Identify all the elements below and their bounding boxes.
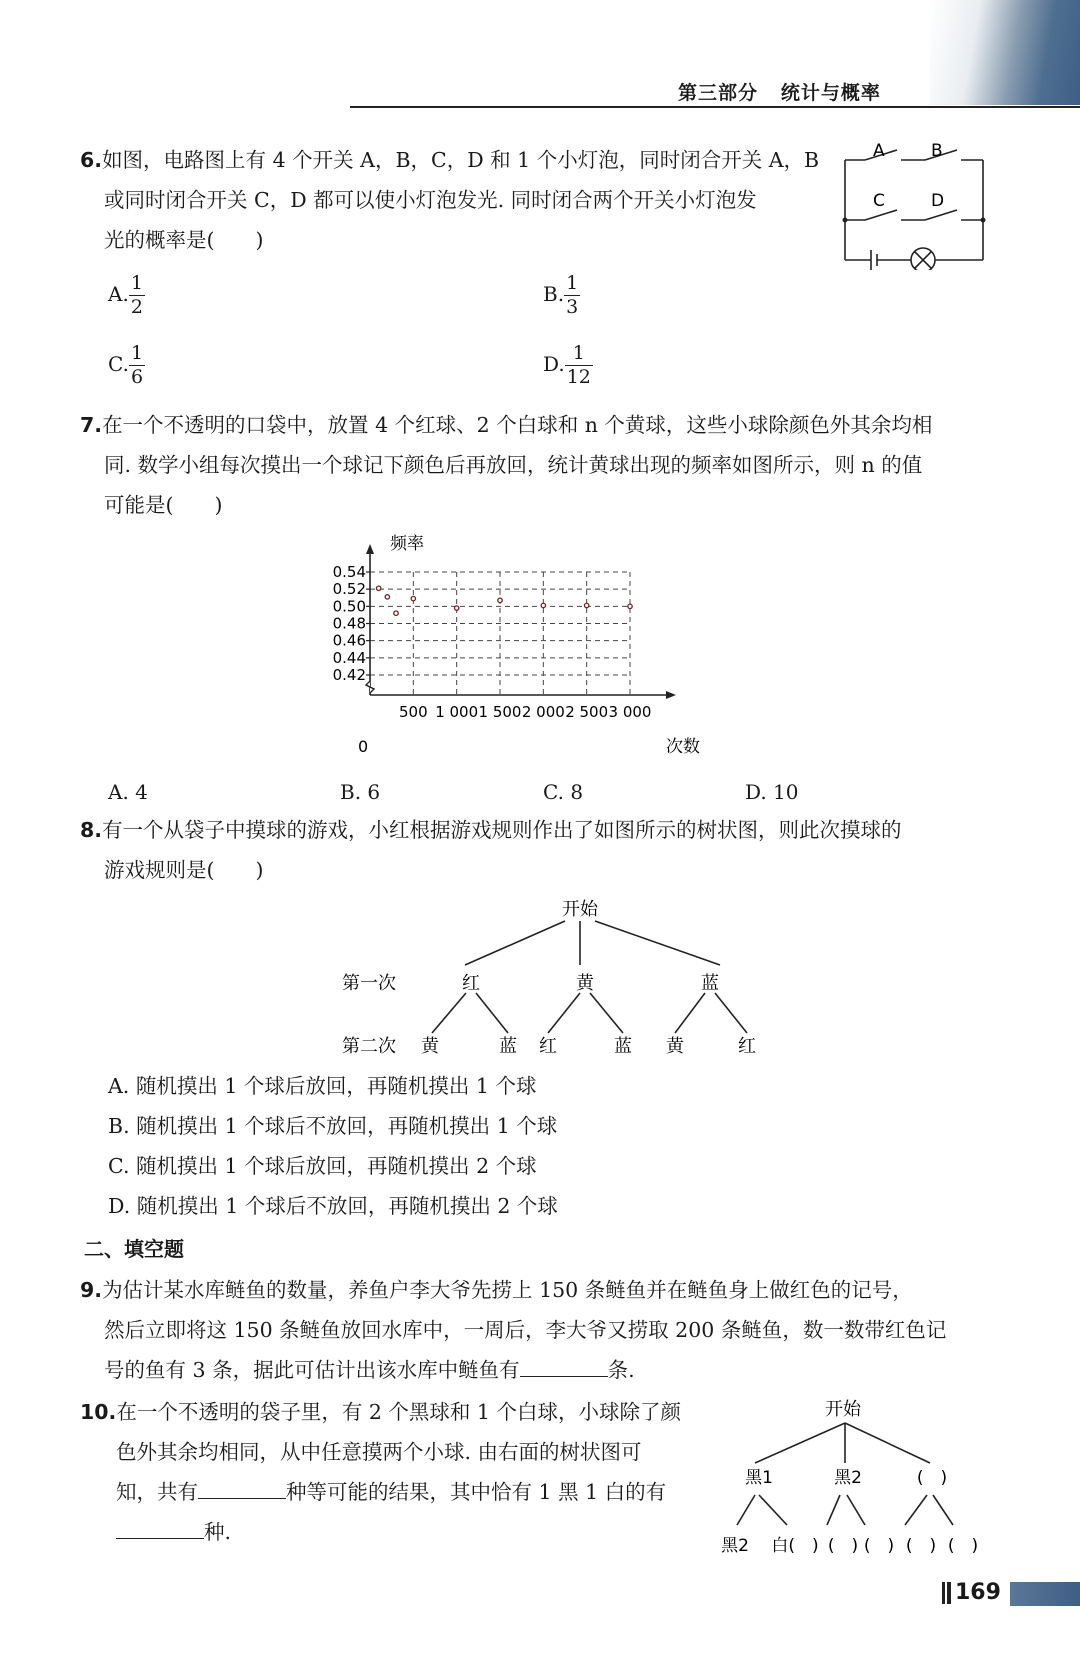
- q8-options: [108, 1066, 808, 1226]
- question-10: [80, 1392, 720, 1552]
- q10-tree-l2-node: ( ): [863, 1536, 895, 1556]
- q7-line2: 同. 数学小组每次摸出一个球记下颜色后再放回，统计黄球出现的频率如图所示，则 n 的值: [104, 453, 923, 477]
- tree-row2-label: 第二次: [342, 1036, 396, 1057]
- q9-line1: 为估计某水库鲢鱼的数量，养鱼户李大爷先捞上 150 条鲢鱼并在鲢鱼身上做红色的记号，: [102, 1278, 913, 1302]
- page-number: 169: [955, 1580, 1001, 1605]
- q6-number: 6.: [80, 148, 103, 172]
- page-corner-decoration: [930, 0, 1080, 105]
- switch-d-label: D: [931, 191, 945, 211]
- q9-line3b: 条.: [607, 1358, 635, 1382]
- chart-point: [498, 598, 502, 602]
- chart-x-tick-label: 3 000: [608, 703, 652, 721]
- chart-y-axis-label: 频率: [390, 534, 424, 554]
- q7-line1: 在一个不透明的口袋中，放置 4 个红球、2 个白球和 n 个黄球，这些小球除颜色外其余均相: [102, 413, 933, 437]
- chart-x-tick-label: 2 000: [521, 703, 565, 721]
- q8-line1: 有一个从袋子中摸球的游戏，小红根据游戏规则作出了如图所示的树状图，则此次摸球的: [102, 818, 902, 842]
- chart-y-tick-label: 0.42: [332, 666, 366, 684]
- q7-number: 7.: [80, 413, 103, 437]
- chart-y-tick-label: 0.50: [332, 597, 366, 616]
- q8-option-c: C. 随机摸出 1 个球后放回，再随机摸出 2 个球: [108, 1154, 537, 1178]
- q7-line3: 可能是( ): [104, 493, 223, 517]
- chart-x-tick-label: 2 500: [565, 703, 609, 721]
- q10-line3b: 种等可能的结果，其中恰有 1 黑 1 白的有: [286, 1480, 667, 1504]
- q6-option-a: A. $\frac{1}{2}$: [108, 272, 143, 318]
- chart-y-tick-label: 0.52: [332, 580, 366, 599]
- q10-tree-l2-node: ( ): [827, 1536, 859, 1556]
- chart-origin-label: 0: [358, 737, 369, 756]
- chart-x-ticks: [399, 703, 651, 721]
- q10-tree-l1-node: ( ): [916, 1468, 948, 1488]
- tree-l2-node: 黄: [421, 1036, 439, 1057]
- chapter-header: 第三部分 统计与概率: [678, 82, 881, 104]
- q10-number: 10.: [80, 1400, 117, 1424]
- q6-line1: 如图，电路图上有 4 个开关 A，B，C，D 和 1 个小灯泡，同时闭合开关 A，B: [102, 148, 820, 172]
- header-rule: [350, 106, 1080, 108]
- chart-point: [411, 596, 415, 600]
- q10-tree-l2-node: ( ): [905, 1536, 937, 1556]
- question-8: [80, 810, 1000, 890]
- switch-b-label: B: [931, 141, 943, 161]
- tree-l2-node: 黄: [666, 1036, 684, 1057]
- q6-option-d: D. $\frac{1}{12}$: [543, 342, 591, 388]
- chart-y-ticks: [333, 563, 370, 684]
- q9-line3a: 号的鱼有 3 条，据此可估计出该水库中鲢鱼有: [104, 1358, 520, 1382]
- chart-axis-break: [366, 681, 374, 693]
- tree-l1-node: 黄: [576, 973, 594, 994]
- q7-option-c: C. 8: [543, 780, 584, 804]
- q10-tree-diagram: [715, 1395, 1010, 1565]
- chart-x-tick-label: 1 000: [435, 703, 479, 721]
- chart-points: [376, 586, 632, 615]
- q7-option-a: A. 4: [108, 780, 148, 804]
- tree-l2-node: 蓝: [499, 1036, 517, 1057]
- chart-x-axis-label: 次数: [666, 737, 700, 757]
- q8-tree-diagram: [330, 893, 780, 1068]
- question-7: [80, 405, 1000, 525]
- question-9: [80, 1270, 1010, 1390]
- section-title: 二、填空题: [84, 1237, 184, 1261]
- q6-option-c: C. $\frac{1}{6}$: [108, 342, 144, 388]
- chart-point: [541, 603, 545, 607]
- q6-line2: 或同时闭合开关 C，D 都可以使小灯泡发光. 同时闭合两个开关小灯泡发: [104, 188, 757, 212]
- q10-tree-l1-node: 黑2: [834, 1468, 862, 1488]
- q9-number: 9.: [80, 1278, 103, 1302]
- q8-line2: 游戏规则是( ): [104, 858, 264, 882]
- q10-answer-blank-1[interactable]: [198, 1476, 286, 1499]
- chart-x-tick-label: 500: [399, 703, 428, 721]
- chart-point: [385, 595, 389, 599]
- chart-y-tick-label: 0.54: [332, 563, 366, 581]
- q9-answer-blank[interactable]: [520, 1354, 608, 1377]
- chart-point: [454, 606, 458, 610]
- tree-l2-node: 红: [738, 1036, 756, 1057]
- q10-answer-blank-2[interactable]: [116, 1516, 204, 1539]
- q10-line1: 在一个不透明的袋子里，有 2 个黑球和 1 个白球，小球除了颜: [116, 1400, 681, 1424]
- chart-point: [394, 611, 398, 615]
- q10-tree-l1-node: 黑1: [745, 1468, 773, 1488]
- switch-c-label: C: [873, 191, 885, 211]
- q10-tree-root: 开始: [825, 1399, 861, 1420]
- q7-option-d: D. 10: [745, 780, 799, 804]
- switch-a-label: A: [873, 141, 885, 161]
- page-number-decoration: [1010, 1582, 1080, 1606]
- tree-l1-node: 蓝: [701, 973, 719, 994]
- chart-point: [376, 586, 380, 590]
- q6-option-b: B. $\frac{1}{3}$: [543, 272, 579, 318]
- q8-option-a: A. 随机摸出 1 个球后放回，再随机摸出 1 个球: [108, 1074, 537, 1098]
- q9-line2: 然后立即将这 150 条鲢鱼放回水库中，一周后，李大爷又捞取 200 条鲢鱼，数一数带红色记: [104, 1318, 947, 1342]
- q8-option-b: B. 随机摸出 1 个球后不放回，再随机摸出 1 个球: [108, 1114, 558, 1138]
- chart-x-axis-arrow: [666, 691, 676, 699]
- chart-y-tick-label: 0.46: [332, 631, 366, 650]
- circuit-diagram: [835, 140, 995, 270]
- q10-line3a: 知，共有: [116, 1480, 198, 1504]
- chart-point: [584, 603, 588, 607]
- tree-row1-label: 第一次: [342, 973, 396, 994]
- q6-line3: 光的概率是( ): [104, 228, 264, 252]
- q10-line2: 色外其余均相同，从中任意摸两个小球. 由右面的树状图可: [116, 1440, 642, 1464]
- chart-grid: [370, 572, 630, 695]
- tree-l2-node: 红: [539, 1036, 557, 1057]
- q8-number: 8.: [80, 818, 103, 842]
- page-number-bars: [942, 1580, 952, 1606]
- q10-tree-l2-node: ( ): [947, 1536, 979, 1556]
- q10-line4: 种.: [204, 1520, 232, 1544]
- question-6: [80, 140, 820, 260]
- q8-option-d: D. 随机摸出 1 个球后不放回，再随机摸出 2 个球: [108, 1194, 558, 1218]
- q10-tree-l2-node: 白( ): [771, 1536, 819, 1556]
- tree-l1-node: 红: [462, 973, 480, 994]
- chart-point: [628, 604, 632, 608]
- tree-l2-node: 蓝: [614, 1036, 632, 1057]
- chart-y-tick-label: 0.48: [332, 614, 366, 633]
- q7-option-b: B. 6: [340, 780, 381, 804]
- tree-root: 开始: [562, 899, 598, 920]
- chart-y-axis-arrow: [366, 544, 374, 554]
- chart-y-tick-label: 0.44: [332, 648, 366, 667]
- q10-tree-l2-node: 黑2: [721, 1536, 749, 1556]
- frequency-chart: [330, 530, 750, 770]
- chart-x-tick-label: 1 500: [478, 703, 522, 721]
